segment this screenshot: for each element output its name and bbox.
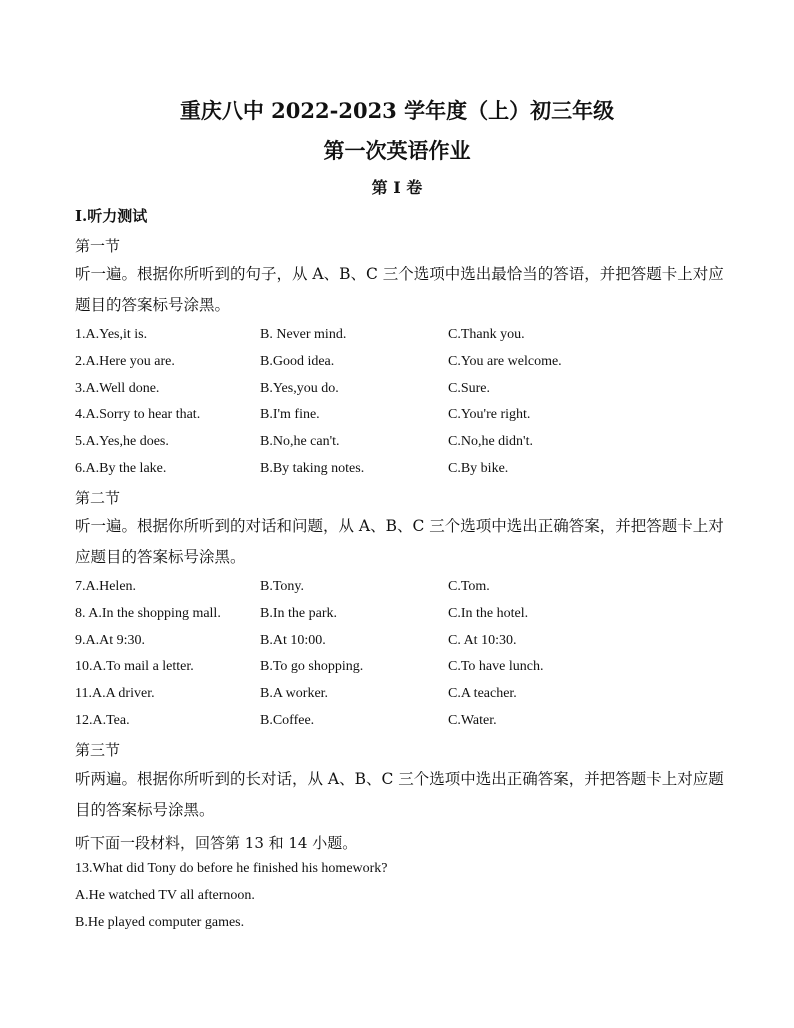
option-a: 8. A.In the shopping mall. (75, 606, 221, 621)
question-row (75, 461, 735, 483)
section3-instruction: 听两遍。根据你所听到的长对话，从 A、B、C 三个选项中选出正确答案，并把答题卡上对应题目的答案标号涂黑。 (75, 770, 724, 819)
question-row (75, 354, 735, 376)
option-c: C.In the hotel. (448, 606, 529, 621)
option-b: B. Never mind. (260, 327, 347, 342)
question-row (75, 606, 735, 628)
option-b: B.In the park. (260, 606, 337, 621)
section1-label: 第一节 (75, 237, 121, 255)
question-13-option-b: B.He played computer games. (75, 915, 245, 930)
material-note: 听下面一段材料，回答第 13 和 14 小题。 (75, 834, 358, 852)
option-b: B.Tony. (260, 579, 305, 594)
option-a: 2.A.Here you are. (75, 354, 175, 369)
option-b: B.A worker. (260, 686, 329, 701)
exam-subtitle: 第一次英语作业 (323, 138, 471, 163)
option-b: B.Coffee. (260, 713, 315, 728)
option-b: B.Good idea. (260, 354, 335, 369)
option-c: C.Thank you. (448, 327, 525, 342)
option-c: C.Water. (448, 713, 497, 728)
question-row (75, 579, 735, 601)
option-a: 12.A.Tea. (75, 713, 130, 728)
question-row (75, 381, 735, 403)
option-a: 1.A.Yes,it is. (75, 327, 148, 342)
option-a: 5.A.Yes,he does. (75, 434, 169, 449)
option-c: C.A teacher. (448, 686, 517, 701)
option-c: C.Tom. (448, 579, 490, 594)
option-c: C.No,he didn't. (448, 434, 533, 449)
option-b: B.I'm fine. (260, 407, 320, 422)
option-a: 6.A.By the lake. (75, 461, 167, 476)
option-b: B.Yes,you do. (260, 381, 339, 396)
question-13: 13.What did Tony do before he finished his homework? (75, 861, 388, 876)
question-row (75, 407, 735, 429)
option-c: C.Sure. (448, 381, 490, 396)
part-heading: I.听力测试 (75, 207, 148, 225)
question-row (75, 659, 735, 681)
section2-label: 第二节 (75, 489, 121, 507)
exam-title: 重庆八中 2022-2023 学年度（上）初三年级 (179, 98, 615, 123)
option-b: B.At 10:00. (260, 633, 326, 648)
option-c: C.You're right. (448, 407, 531, 422)
option-a: 4.A.Sorry to hear that. (75, 407, 201, 422)
section1-instruction: 听一遍。根据你所听到的句子，从 A、B、C 三个选项中选出最恰当的答语，并把答题卡上对应题目的答案标号涂黑。 (75, 265, 724, 314)
question-row (75, 686, 735, 708)
option-a: 3.A.Well done. (75, 381, 160, 396)
option-c: C. At 10:30. (448, 633, 517, 648)
question-row (75, 633, 735, 655)
section2-instruction: 听一遍。根据你所听到的对话和问题，从 A、B、C 三个选项中选出正确答案，并把答题卡上对应题目的答案标号涂黑。 (75, 517, 724, 566)
option-b: B.To go shopping. (260, 659, 364, 674)
option-c: C.By bike. (448, 461, 509, 476)
option-c: C.To have lunch. (448, 659, 544, 674)
option-a: 10.A.To mail a letter. (75, 659, 194, 674)
question-row (75, 434, 735, 456)
section3-label: 第三节 (75, 741, 121, 759)
option-c: C.You are welcome. (448, 354, 562, 369)
option-b: B.No,he can't. (260, 434, 340, 449)
question-row (75, 713, 735, 735)
question-row (75, 327, 735, 349)
volume-label: 第 I 卷 (371, 178, 423, 197)
option-a: 11.A.A driver. (75, 686, 155, 701)
option-a: 7.A.Helen. (75, 579, 137, 594)
option-b: B.By taking notes. (260, 461, 365, 476)
option-a: 9.A.At 9:30. (75, 633, 145, 648)
question-13-option-a: A.He watched TV all afternoon. (75, 888, 255, 903)
